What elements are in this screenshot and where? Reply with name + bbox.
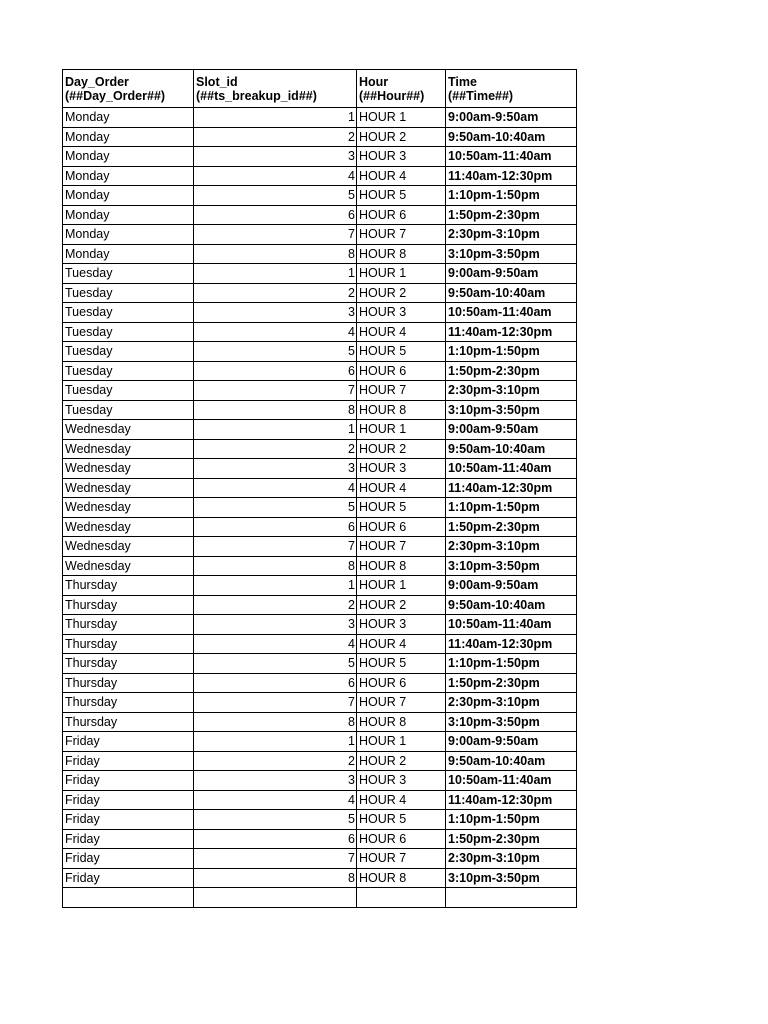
table-row <box>63 244 577 264</box>
table-row <box>63 283 577 303</box>
day-order-cell: Tuesday <box>63 264 194 284</box>
slot-id-cell: 8 <box>194 556 357 576</box>
table-row <box>63 849 577 869</box>
day-order-cell: Thursday <box>63 615 194 635</box>
slot-id-cell: 1 <box>194 732 357 752</box>
table-row <box>63 556 577 576</box>
day-order-cell: Friday <box>63 829 194 849</box>
day-order-cell: Monday <box>63 205 194 225</box>
slot-id-cell: 5 <box>194 342 357 362</box>
day-order-cell: Friday <box>63 751 194 771</box>
day-order-cell: Thursday <box>63 693 194 713</box>
slot-id-cell: 3 <box>194 615 357 635</box>
day-order-cell: Wednesday <box>63 556 194 576</box>
hour-cell: HOUR 6 <box>357 361 446 381</box>
day-order-cell: Tuesday <box>63 342 194 362</box>
table-row <box>63 537 577 557</box>
slot-id-cell: 4 <box>194 322 357 342</box>
time-cell: 1:10pm-1:50pm <box>446 810 577 830</box>
hour-cell: HOUR 3 <box>357 771 446 791</box>
hour-cell: HOUR 1 <box>357 264 446 284</box>
hour-cell: HOUR 2 <box>357 439 446 459</box>
table-row <box>63 459 577 479</box>
header-label: Slot_id <box>196 74 238 89</box>
hour-cell: HOUR 6 <box>357 517 446 537</box>
table-row <box>63 342 577 362</box>
hour-cell: HOUR 1 <box>357 576 446 596</box>
table-row <box>63 693 577 713</box>
day-order-cell: Thursday <box>63 576 194 596</box>
header-label: Day_Order <box>65 74 129 89</box>
slot-id-cell: 6 <box>194 829 357 849</box>
table-row <box>63 888 577 908</box>
time-cell: 1:50pm-2:30pm <box>446 829 577 849</box>
hour-cell: HOUR 7 <box>357 225 446 245</box>
time-cell: 11:40am-12:30pm <box>446 166 577 186</box>
hour-cell: HOUR 5 <box>357 498 446 518</box>
slot-id-cell: 6 <box>194 673 357 693</box>
day-order-cell: Thursday <box>63 595 194 615</box>
hour-cell: HOUR 8 <box>357 244 446 264</box>
header-day-order <box>63 70 194 108</box>
time-cell: 10:50am-11:40am <box>446 615 577 635</box>
time-cell: 2:30pm-3:10pm <box>446 693 577 713</box>
slot-id-cell: 5 <box>194 498 357 518</box>
hour-cell: HOUR 3 <box>357 147 446 167</box>
day-order-cell: Friday <box>63 868 194 888</box>
slot-id-cell: 3 <box>194 303 357 323</box>
slot-id-cell: 7 <box>194 225 357 245</box>
time-cell: 10:50am-11:40am <box>446 459 577 479</box>
table-row <box>63 771 577 791</box>
slot-id-cell: 2 <box>194 439 357 459</box>
day-order-cell <box>63 888 194 908</box>
hour-cell: HOUR 4 <box>357 166 446 186</box>
table-body <box>63 108 577 908</box>
time-cell: 1:50pm-2:30pm <box>446 361 577 381</box>
table-row <box>63 829 577 849</box>
slot-id-cell: 5 <box>194 186 357 206</box>
hour-cell: HOUR 4 <box>357 322 446 342</box>
table-row <box>63 303 577 323</box>
slot-id-cell <box>194 888 357 908</box>
table-row <box>63 712 577 732</box>
time-cell <box>446 888 577 908</box>
header-placeholder: (##Hour##) <box>359 88 425 103</box>
hour-cell: HOUR 5 <box>357 810 446 830</box>
day-order-cell: Tuesday <box>63 400 194 420</box>
time-cell: 3:10pm-3:50pm <box>446 712 577 732</box>
hour-cell: HOUR 6 <box>357 829 446 849</box>
time-cell: 9:50am-10:40am <box>446 751 577 771</box>
slot-id-cell: 8 <box>194 868 357 888</box>
time-cell: 9:00am-9:50am <box>446 576 577 596</box>
header-time <box>446 70 577 108</box>
header-placeholder: (##Day_Order##) <box>65 88 166 103</box>
slot-id-cell: 4 <box>194 478 357 498</box>
day-order-cell: Tuesday <box>63 381 194 401</box>
table-row <box>63 166 577 186</box>
hour-cell: HOUR 3 <box>357 615 446 635</box>
table-row <box>63 127 577 147</box>
time-cell: 9:00am-9:50am <box>446 264 577 284</box>
table-row <box>63 264 577 284</box>
table-row <box>63 322 577 342</box>
slot-id-cell: 8 <box>194 400 357 420</box>
hour-cell: HOUR 7 <box>357 537 446 557</box>
table-row <box>63 498 577 518</box>
hour-cell: HOUR 1 <box>357 108 446 128</box>
hour-cell: HOUR 4 <box>357 478 446 498</box>
time-cell: 3:10pm-3:50pm <box>446 400 577 420</box>
slot-id-cell: 1 <box>194 264 357 284</box>
table-row <box>63 751 577 771</box>
day-order-cell: Wednesday <box>63 439 194 459</box>
slot-id-cell: 7 <box>194 537 357 557</box>
hour-cell: HOUR 5 <box>357 186 446 206</box>
table-row <box>63 439 577 459</box>
day-order-cell: Wednesday <box>63 537 194 557</box>
time-cell: 1:10pm-1:50pm <box>446 654 577 674</box>
table-row <box>63 381 577 401</box>
hour-cell: HOUR 7 <box>357 693 446 713</box>
day-order-cell: Thursday <box>63 654 194 674</box>
time-cell: 1:10pm-1:50pm <box>446 186 577 206</box>
hour-cell: HOUR 6 <box>357 673 446 693</box>
time-cell: 11:40am-12:30pm <box>446 322 577 342</box>
time-cell: 3:10pm-3:50pm <box>446 868 577 888</box>
time-cell: 9:50am-10:40am <box>446 283 577 303</box>
hour-cell: HOUR 8 <box>357 712 446 732</box>
hour-cell: HOUR 8 <box>357 868 446 888</box>
hour-cell: HOUR 2 <box>357 751 446 771</box>
day-order-cell: Wednesday <box>63 517 194 537</box>
time-cell: 1:10pm-1:50pm <box>446 342 577 362</box>
slot-id-cell: 3 <box>194 771 357 791</box>
time-cell: 11:40am-12:30pm <box>446 634 577 654</box>
hour-cell: HOUR 8 <box>357 556 446 576</box>
slot-id-cell: 1 <box>194 108 357 128</box>
table-row <box>63 868 577 888</box>
day-order-cell: Monday <box>63 127 194 147</box>
day-order-cell: Tuesday <box>63 303 194 323</box>
table-row <box>63 361 577 381</box>
hour-cell: HOUR 3 <box>357 303 446 323</box>
day-order-cell: Friday <box>63 849 194 869</box>
time-cell: 9:50am-10:40am <box>446 439 577 459</box>
hour-cell: HOUR 5 <box>357 654 446 674</box>
slot-id-cell: 3 <box>194 147 357 167</box>
slot-id-cell: 4 <box>194 166 357 186</box>
header-placeholder: (##Time##) <box>448 88 514 103</box>
day-order-cell: Friday <box>63 810 194 830</box>
hour-cell: HOUR 2 <box>357 595 446 615</box>
time-cell: 1:50pm-2:30pm <box>446 205 577 225</box>
hour-cell: HOUR 3 <box>357 459 446 479</box>
day-order-cell: Wednesday <box>63 498 194 518</box>
table-row <box>63 108 577 128</box>
table-row <box>63 810 577 830</box>
table-row <box>63 478 577 498</box>
table-row <box>63 147 577 167</box>
slot-id-cell: 1 <box>194 420 357 440</box>
slot-id-cell: 6 <box>194 205 357 225</box>
time-cell: 10:50am-11:40am <box>446 303 577 323</box>
day-order-cell: Thursday <box>63 634 194 654</box>
day-order-cell: Wednesday <box>63 478 194 498</box>
table-row <box>63 420 577 440</box>
hour-cell: HOUR 7 <box>357 849 446 869</box>
day-order-cell: Tuesday <box>63 361 194 381</box>
timetable-sheet <box>62 69 577 908</box>
time-cell: 9:50am-10:40am <box>446 595 577 615</box>
header-slot-id <box>194 70 357 108</box>
header-label: Hour <box>359 74 389 89</box>
hour-cell: HOUR 4 <box>357 634 446 654</box>
slot-id-cell: 2 <box>194 595 357 615</box>
day-order-cell: Wednesday <box>63 459 194 479</box>
table-row <box>63 673 577 693</box>
table-row <box>63 615 577 635</box>
slot-id-cell: 7 <box>194 693 357 713</box>
hour-cell: HOUR 1 <box>357 420 446 440</box>
day-order-cell: Monday <box>63 186 194 206</box>
slot-id-cell: 8 <box>194 244 357 264</box>
day-order-cell: Friday <box>63 732 194 752</box>
slot-id-cell: 5 <box>194 654 357 674</box>
table-row <box>63 400 577 420</box>
day-order-cell: Monday <box>63 147 194 167</box>
hour-cell: HOUR 2 <box>357 127 446 147</box>
slot-id-cell: 3 <box>194 459 357 479</box>
table-row <box>63 576 577 596</box>
time-cell: 1:50pm-2:30pm <box>446 517 577 537</box>
hour-cell: HOUR 1 <box>357 732 446 752</box>
table-row <box>63 595 577 615</box>
time-cell: 10:50am-11:40am <box>446 147 577 167</box>
table-row <box>63 517 577 537</box>
slot-id-cell: 7 <box>194 849 357 869</box>
time-cell: 9:50am-10:40am <box>446 127 577 147</box>
slot-id-cell: 8 <box>194 712 357 732</box>
time-cell: 1:50pm-2:30pm <box>446 673 577 693</box>
time-cell: 2:30pm-3:10pm <box>446 537 577 557</box>
slot-id-cell: 6 <box>194 361 357 381</box>
time-cell: 1:10pm-1:50pm <box>446 498 577 518</box>
header-label: Time <box>448 74 477 89</box>
day-order-cell: Friday <box>63 771 194 791</box>
time-cell: 3:10pm-3:50pm <box>446 244 577 264</box>
slot-id-cell: 2 <box>194 751 357 771</box>
hour-cell: HOUR 8 <box>357 400 446 420</box>
time-cell: 11:40am-12:30pm <box>446 790 577 810</box>
hour-cell: HOUR 5 <box>357 342 446 362</box>
time-cell: 9:00am-9:50am <box>446 108 577 128</box>
slot-id-cell: 6 <box>194 517 357 537</box>
slot-id-cell: 4 <box>194 790 357 810</box>
slot-id-cell: 7 <box>194 381 357 401</box>
table-row <box>63 732 577 752</box>
slot-id-cell: 2 <box>194 283 357 303</box>
time-cell: 2:30pm-3:10pm <box>446 225 577 245</box>
day-order-cell: Friday <box>63 790 194 810</box>
hour-cell: HOUR 2 <box>357 283 446 303</box>
hour-cell: HOUR 7 <box>357 381 446 401</box>
time-cell: 3:10pm-3:50pm <box>446 556 577 576</box>
time-cell: 2:30pm-3:10pm <box>446 849 577 869</box>
day-order-cell: Thursday <box>63 712 194 732</box>
slot-id-cell: 5 <box>194 810 357 830</box>
table-row <box>63 634 577 654</box>
time-cell: 2:30pm-3:10pm <box>446 381 577 401</box>
time-cell: 9:00am-9:50am <box>446 732 577 752</box>
day-order-cell: Thursday <box>63 673 194 693</box>
hour-cell <box>357 888 446 908</box>
day-order-cell: Monday <box>63 244 194 264</box>
day-order-cell: Monday <box>63 166 194 186</box>
day-order-cell: Tuesday <box>63 322 194 342</box>
header-row <box>63 70 577 108</box>
day-order-cell: Monday <box>63 225 194 245</box>
table-row <box>63 790 577 810</box>
slot-id-cell: 2 <box>194 127 357 147</box>
time-cell: 10:50am-11:40am <box>446 771 577 791</box>
hour-cell: HOUR 4 <box>357 790 446 810</box>
table-row <box>63 186 577 206</box>
time-cell: 11:40am-12:30pm <box>446 478 577 498</box>
table-row <box>63 654 577 674</box>
day-order-cell: Wednesday <box>63 420 194 440</box>
hour-cell: HOUR 6 <box>357 205 446 225</box>
table-row <box>63 205 577 225</box>
header-hour <box>357 70 446 108</box>
day-order-cell: Tuesday <box>63 283 194 303</box>
day-order-cell: Monday <box>63 108 194 128</box>
table-row <box>63 225 577 245</box>
slot-id-cell: 1 <box>194 576 357 596</box>
header-placeholder: (##ts_breakup_id##) <box>196 88 317 103</box>
slot-id-cell: 4 <box>194 634 357 654</box>
time-cell: 9:00am-9:50am <box>446 420 577 440</box>
